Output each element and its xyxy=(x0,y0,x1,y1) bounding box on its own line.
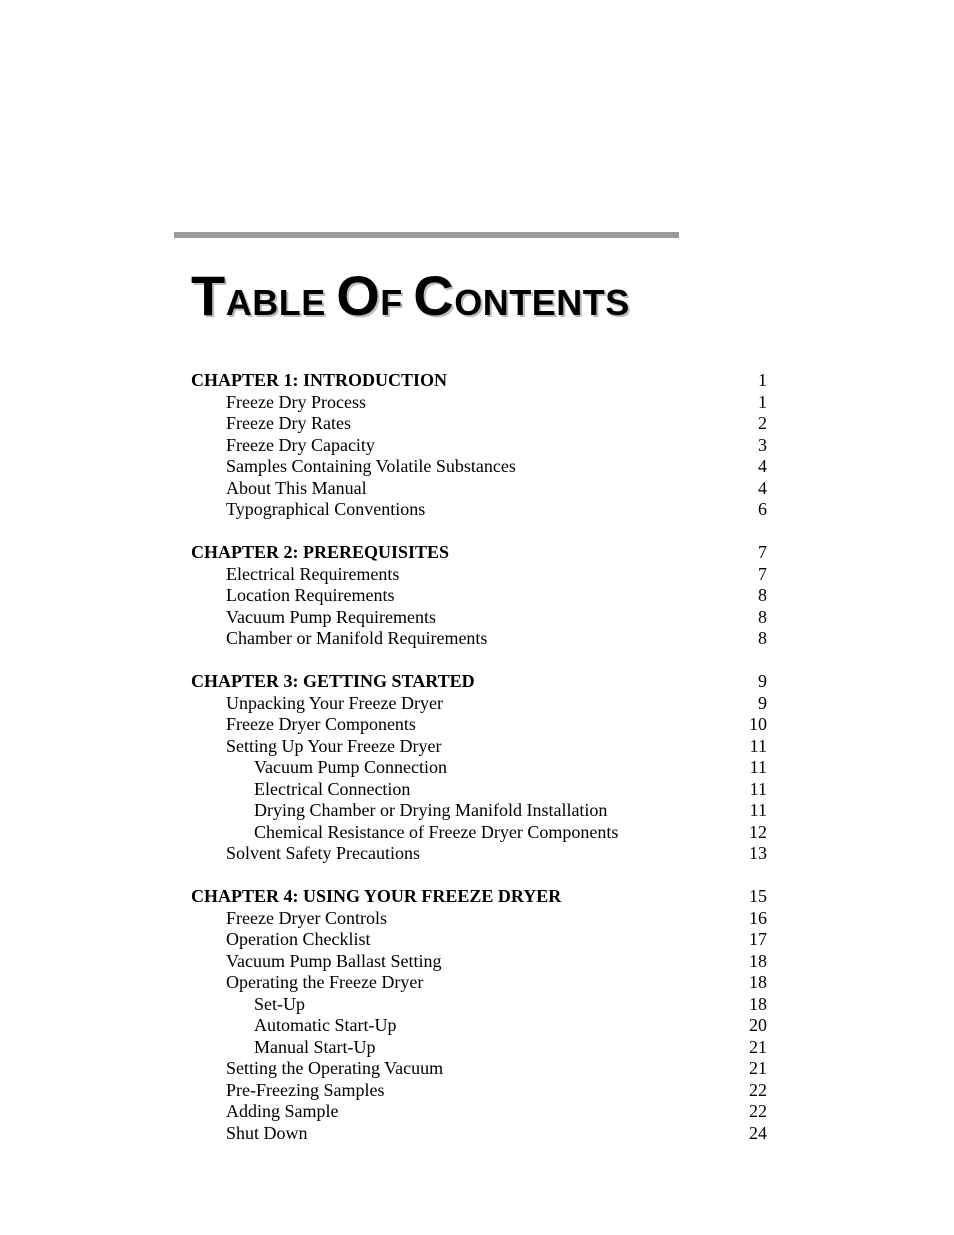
toc-entry-label: Freeze Dryer Controls xyxy=(226,907,387,928)
toc-chapter-heading[interactable] xyxy=(191,886,771,908)
title-word-2: OF xyxy=(336,264,414,327)
toc-page-number: 7 xyxy=(758,542,767,562)
toc-entry[interactable] xyxy=(191,1058,771,1080)
toc-chapter-heading[interactable] xyxy=(191,542,771,564)
toc-page-number: 4 xyxy=(758,456,767,476)
toc-entry-label: Location Requirements xyxy=(226,585,395,605)
toc-subentry[interactable] xyxy=(191,822,771,844)
toc-page-number: 3 xyxy=(758,434,767,455)
toc-subentry[interactable] xyxy=(191,1037,771,1059)
toc-chapter-heading[interactable] xyxy=(191,370,771,392)
toc-page-number: 22 xyxy=(749,1079,767,1100)
toc-entry[interactable] xyxy=(191,1101,771,1123)
toc-entry-label: CHAPTER 3: GETTING STARTED xyxy=(191,671,475,691)
toc-entry-label: Operating the Freeze Dryer xyxy=(226,972,424,992)
toc-entry[interactable] xyxy=(191,1123,771,1145)
toc-page-number: 18 xyxy=(749,972,767,992)
toc-entry[interactable] xyxy=(191,435,771,457)
toc-entry[interactable] xyxy=(191,392,771,414)
toc-entry[interactable] xyxy=(191,693,771,715)
toc-entry[interactable] xyxy=(191,908,771,930)
toc-entry[interactable] xyxy=(191,628,771,650)
toc-page-number: 2 xyxy=(758,413,767,433)
toc-entry[interactable] xyxy=(191,951,771,973)
toc-page-number: 16 xyxy=(749,907,767,928)
toc-entry-label: Freeze Dry Capacity xyxy=(226,434,375,455)
toc-page-number: 12 xyxy=(749,821,767,842)
toc-entry[interactable] xyxy=(191,413,771,435)
toc-page-number: 18 xyxy=(749,993,767,1014)
toc-page-number: 21 xyxy=(749,1058,767,1078)
toc-entry-label: Setting the Operating Vacuum xyxy=(226,1058,444,1078)
toc-entry-label: CHAPTER 4: USING YOUR FREEZE DRYER xyxy=(191,886,562,906)
toc-entry-label: Chemical Resistance of Freeze Dryer Components xyxy=(254,821,619,842)
toc-page-number: 24 xyxy=(749,1122,767,1143)
toc-page-number: 13 xyxy=(749,843,767,863)
toc-entry-label: Chamber or Manifold Requirements xyxy=(226,628,488,648)
toc-page-number: 10 xyxy=(749,714,767,734)
toc-entry[interactable] xyxy=(191,736,771,758)
toc-entry[interactable] xyxy=(191,564,771,586)
toc-page-number: 11 xyxy=(749,735,767,756)
toc-entry-label: Drying Chamber or Drying Manifold Installation xyxy=(254,800,608,820)
toc-page-number: 15 xyxy=(749,886,767,906)
toc-entry-label: Solvent Safety Precautions xyxy=(226,843,420,863)
toc-entry-label: Electrical Connection xyxy=(254,778,411,799)
toc-entry[interactable] xyxy=(191,972,771,994)
toc-entry[interactable] xyxy=(191,1080,771,1102)
toc-page-number: 8 xyxy=(758,606,767,627)
toc-entry-label: Automatic Start-Up xyxy=(254,1015,397,1035)
toc-page-number: 22 xyxy=(749,1101,767,1121)
toc-subentry[interactable] xyxy=(191,1015,771,1037)
toc-entry-label: Manual Start-Up xyxy=(254,1036,376,1057)
toc-entry-label: Operation Checklist xyxy=(226,929,371,949)
toc-entry[interactable] xyxy=(191,929,771,951)
toc-page-number: 11 xyxy=(749,800,767,820)
toc-page-number: 11 xyxy=(749,757,767,777)
toc-entry-label: CHAPTER 2: PREREQUISITES xyxy=(191,542,450,562)
toc-list xyxy=(191,370,771,1144)
toc-entry[interactable] xyxy=(191,843,771,865)
toc-entry-label: Electrical Requirements xyxy=(226,563,400,584)
toc-entry[interactable] xyxy=(191,607,771,629)
toc-entry-label: Shut Down xyxy=(226,1122,308,1143)
toc-page-number: 18 xyxy=(749,950,767,971)
title-word-3: CONTENTS xyxy=(413,264,630,327)
toc-subentry[interactable] xyxy=(191,994,771,1016)
toc-entry[interactable] xyxy=(191,585,771,607)
toc-page-number: 9 xyxy=(758,671,767,691)
title-word-1: TABLE xyxy=(191,264,337,327)
page-title xyxy=(191,266,630,333)
toc-entry-label: Vacuum Pump Connection xyxy=(254,757,447,777)
toc-page-number: 8 xyxy=(758,585,767,605)
toc-entry-label: Samples Containing Volatile Substances xyxy=(226,456,516,476)
toc-entry[interactable] xyxy=(191,478,771,500)
toc-subentry[interactable] xyxy=(191,757,771,779)
toc-subentry[interactable] xyxy=(191,779,771,801)
toc-subentry[interactable] xyxy=(191,800,771,822)
toc-entry-label: Unpacking Your Freeze Dryer xyxy=(226,692,443,713)
toc-page-number: 8 xyxy=(758,628,767,648)
toc-entry[interactable] xyxy=(191,499,771,521)
toc-entry-label: Freeze Dry Process xyxy=(226,391,366,412)
toc-entry-label: Freeze Dryer Components xyxy=(226,714,416,734)
toc-entry-label: Typographical Conventions xyxy=(226,499,426,519)
toc-page-number: 7 xyxy=(758,563,767,584)
toc-entry-label: Vacuum Pump Ballast Setting xyxy=(226,950,442,971)
toc-page-number: 9 xyxy=(758,692,767,713)
header-rule xyxy=(174,232,679,238)
toc-page-number: 1 xyxy=(758,391,767,412)
toc-entry-label: About This Manual xyxy=(226,477,367,498)
toc-entry-label: Pre-Freezing Samples xyxy=(226,1079,385,1100)
toc-page-number: 6 xyxy=(758,499,767,519)
toc-page-number: 17 xyxy=(749,929,767,949)
toc-page-number: 20 xyxy=(749,1015,767,1035)
toc-page-number: 1 xyxy=(758,370,767,390)
toc-entry-label: Freeze Dry Rates xyxy=(226,413,351,433)
toc-entry-label: Vacuum Pump Requirements xyxy=(226,606,436,627)
toc-page-number: 11 xyxy=(749,778,767,799)
toc-page-number: 4 xyxy=(758,477,767,498)
toc-entry[interactable] xyxy=(191,456,771,478)
toc-page-number: 21 xyxy=(749,1036,767,1057)
toc-entry-label: Setting Up Your Freeze Dryer xyxy=(226,735,442,756)
toc-entry-label: Set-Up xyxy=(254,993,305,1014)
toc-chapter-heading[interactable] xyxy=(191,671,771,693)
toc-entry-label: Adding Sample xyxy=(226,1101,339,1121)
toc-entry[interactable] xyxy=(191,714,771,736)
toc-entry-label: CHAPTER 1: INTRODUCTION xyxy=(191,370,448,390)
